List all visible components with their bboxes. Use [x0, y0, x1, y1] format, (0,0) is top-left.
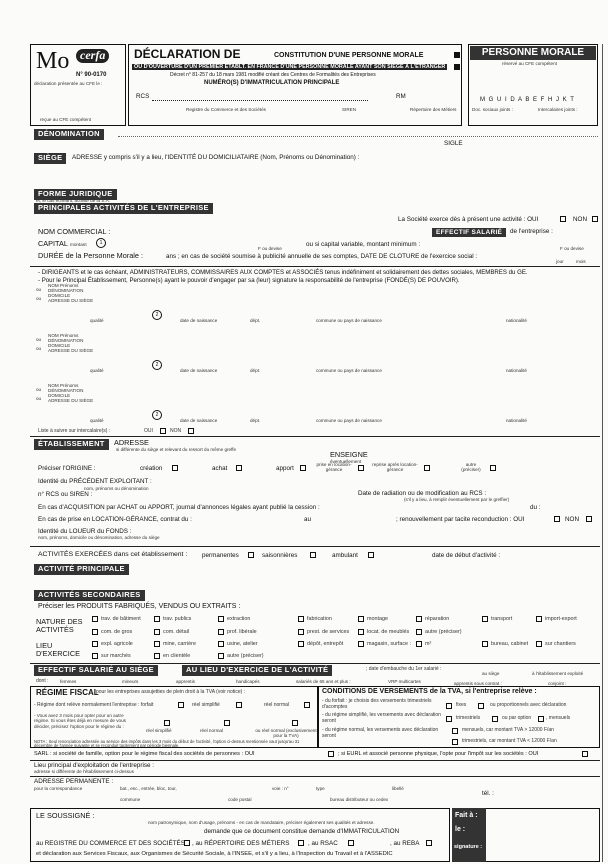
activity-label: m² — [425, 641, 432, 647]
separator-3 — [30, 546, 600, 547]
soussigne-small: nom patronymique, nom d'usage, prénoms - en cas de mandataire, préciser également ses qualités et adresse. — [148, 820, 375, 825]
liste-oui: OUI — [144, 428, 153, 434]
activity-label: fabrication — [307, 616, 332, 622]
checkbox-opt-tva[interactable] — [292, 720, 298, 726]
capital-devise-2: F ou devise — [560, 246, 584, 251]
checkbox-ambulant[interactable] — [368, 552, 374, 558]
section-forme: FORME JURIDIQUE — [34, 189, 117, 200]
rcs-siren: n° RCS ou SIREN : — [38, 491, 93, 498]
checkbox-activity[interactable] — [358, 629, 364, 635]
dirigeant-naissance: date de naissance — [180, 368, 218, 373]
regime-opt-simplifie: réel simplifié — [146, 728, 172, 733]
checkbox-activity[interactable] — [218, 653, 224, 659]
dirigeant-nationalite: nationalité — [506, 318, 527, 323]
reg-rm: , au RÉPERTOIRE DES MÉTIERS — [192, 840, 290, 847]
activity-label: autre (préciser) — [227, 653, 264, 659]
dirigeant-adresse-siege: ADRESSE DU SIÈGE — [48, 348, 94, 353]
adr-voie: voie : n° — [272, 786, 289, 791]
location-label: En cas de prise en LOCATION-GÉRANCE, contrat du : — [38, 516, 192, 523]
permanentes: permanentes — [202, 552, 239, 559]
rcs-label: RCS — [136, 93, 150, 100]
cond-3: - du régime normal, les versements avec déclaration seront — [322, 727, 439, 739]
cond-2: - du régime simplifié, les versements avec déclaration seront — [322, 712, 441, 724]
lieu-label: LIEU D'EXERCICE — [36, 641, 80, 659]
origine-creation: création — [140, 465, 163, 472]
form-title: DÉCLARATION DE — [134, 47, 241, 61]
siege-text: ADRESSE y compris s'il y a lieu, l'IDENTITÉ DU DOMICILIATAIRE (Nom, Prénoms ou Dénomination) : — [72, 154, 360, 161]
regime-1: - Régime dont relève normalement l'entreprise : forfait — [34, 702, 154, 708]
checkbox-activity[interactable] — [482, 641, 488, 647]
regime-reel-normal: réel normal — [264, 702, 290, 708]
adresse-label: ADRESSE — [114, 438, 149, 447]
radiation: Date de radiation ou de modification au RCS : — [358, 490, 487, 497]
cond-trim-car: trimestriels, car montant TVA < 12000 F/an — [462, 738, 557, 744]
checkbox-sarl-oui[interactable] — [328, 751, 334, 757]
dirigeant-denom: DÉNOMINATION — [48, 288, 84, 293]
checkbox-opt-simplifie[interactable] — [164, 720, 170, 726]
adr-commune: commune — [120, 797, 141, 802]
dirigeant-dept: dépt. — [250, 368, 261, 373]
checkbox-activity[interactable] — [154, 641, 160, 647]
checkbox-liste-non[interactable] — [188, 428, 194, 434]
sign-signature: signature : — [454, 844, 483, 850]
dirigeants-text: - DIRIGEANTS et le cas échéant, ADMINISTRATEURS, COMMISSAIRES AUX COMPTES et ASSOCIÉS tenus indéfiniment et solidairement des dettes sociales, MEMBRES du GE. — [38, 269, 528, 276]
checkbox-proportionnels[interactable] — [478, 703, 484, 709]
circle-1: 1 — [96, 238, 106, 248]
effectif-end: de l'entreprise : — [510, 228, 553, 235]
produits: Préciser les PRODUITS FABRIQUÉS, VENDUS OU EXTRAITS : — [38, 603, 241, 610]
activity-label: en clientèle — [163, 653, 191, 659]
au-siege: au siège — [482, 671, 500, 676]
separator-1 — [30, 266, 600, 267]
checkbox-rm[interactable] — [298, 840, 304, 846]
activity-label: autre (préciser) — [425, 629, 462, 635]
section-etablissement: ÉTABLISSEMENT — [34, 439, 109, 450]
rm-label: RM — [396, 93, 406, 100]
handicapes: handicapés — [236, 679, 260, 684]
checkbox-forfait[interactable] — [178, 702, 184, 708]
regime-reel-simplifie: réel simplifié — [192, 702, 220, 708]
checkbox-activity[interactable] — [154, 653, 160, 659]
cond-fixes: fixes — [456, 702, 467, 708]
renouv-non: NON — [565, 516, 579, 523]
checkbox-constitution[interactable] — [454, 52, 460, 58]
adresse-sub: si différente du siège et relevant du ressort du même greffe — [116, 447, 237, 452]
checkbox-activity[interactable] — [92, 641, 98, 647]
dirigeant-qualite: qualité — [90, 418, 104, 423]
denomination-line[interactable] — [118, 136, 598, 137]
dirigeant-nom: NOM Prénoms — [48, 383, 79, 388]
checkbox-creation[interactable] — [172, 465, 178, 471]
fait-a: Fait à : — [452, 808, 486, 862]
regime-title: RÉGIME FISCAL — [36, 688, 99, 697]
duree-mois: mois — [576, 259, 586, 264]
siren-label: SIREN — [342, 107, 357, 112]
reg-rcs: au REGISTRE DU COMMERCE ET DES SOCIÉTÉS — [36, 840, 185, 847]
checkbox-activity[interactable] — [536, 616, 542, 622]
activity-label: import-export — [545, 616, 577, 622]
capital-label: CAPITAL — [38, 239, 68, 248]
rcs-line[interactable] — [152, 100, 368, 101]
correspondance: pour la correspondance — [34, 786, 83, 791]
duree-jour: jour — [556, 259, 564, 264]
logo-mo: Mo — [36, 48, 70, 74]
pm-doc: Doc. sociaux joints : — [472, 107, 513, 112]
declaration-text: et déclaration aux Services Fiscaux, aux Organismes de Sécurité Sociale, à l'INSEE, et s'il y a lieu, à l'Inspection du Travail et à l'ASSEDIC — [36, 851, 393, 857]
right-edge-line — [602, 44, 603, 862]
dont: dont : — [36, 678, 49, 684]
enseigne-sub: éventuellement — [330, 459, 362, 464]
section-denomination: DÉNOMINATION — [34, 129, 104, 140]
apprentis: apprentis — [176, 679, 195, 684]
origine-achat: achat — [212, 465, 228, 472]
lieu-exploit: Lieu principal d'exploitation de l'entreprise : — [34, 762, 155, 769]
checkbox-trimestriels[interactable] — [446, 716, 452, 722]
checkbox-activity[interactable] — [218, 616, 224, 622]
personne-morale-title: PERSONNE MORALE — [470, 46, 596, 60]
regime-opt-tva: ou réel normal (exclusivement pour la TVA) — [255, 728, 317, 739]
checkbox-prise-loc[interactable] — [358, 465, 364, 471]
checkbox-activity[interactable] — [416, 641, 422, 647]
dirigeant-ou-2: ou — [36, 346, 42, 351]
cond-mensuels: , mensuels — [546, 715, 571, 721]
checkbox-rcs[interactable] — [184, 840, 190, 846]
activity-label: sur chantiers — [545, 641, 576, 647]
checkbox-activity[interactable] — [92, 653, 98, 659]
effectif-label: EFFECTIF SALARIÉ — [432, 228, 506, 237]
checkbox-activity[interactable] — [416, 616, 422, 622]
separator-6 — [30, 776, 600, 777]
checkbox-apport[interactable] — [300, 465, 306, 471]
section-principales: PRINCIPALES ACTIVITÉS DE L'ENTREPRISE — [34, 203, 213, 214]
vrp: VRP multicartes — [388, 679, 421, 684]
section-activites-secondaires: ACTIVITÉS SECONDAIRES — [34, 590, 145, 601]
activity-label: sur marchés — [101, 653, 131, 659]
reg-reba: , au REBA — [390, 840, 420, 847]
adr-tel: tél. : — [482, 790, 494, 797]
conditions-title: CONDITIONS DE VERSEMENTS de la TVA, si l'entreprise relève : — [322, 688, 537, 695]
adr-code: code postal — [228, 797, 252, 802]
dirigeant-commune: commune ou pays de naissance — [316, 418, 382, 423]
checkbox-reprise[interactable] — [424, 465, 430, 471]
pm-subtitle: réservé au CFE compétent — [502, 61, 557, 66]
decree-text: Décret n° 81-257 du 18 mars 1981 modifié créant des Centres de Formalités des Entreprises — [170, 72, 376, 78]
forme-small: et, le cas échéant, activité de la S.A. — [36, 198, 111, 203]
form-number: N° 90-0170 — [76, 72, 107, 78]
regime-note: NOTA : Seul renonciation adressée au service des impôts dans les 3 mois du début de l'activité, l'option ci-dessus mentionnée vaut jusqu'au 31 décembre de l'année suivante et se reconduit tacitement par période biennale. — [34, 739, 300, 749]
checkbox-reel-normal[interactable] — [304, 702, 310, 708]
activites-exercees: ACTIVITÉS EXERCÉES dans cet établissement : — [38, 551, 188, 558]
separator-2 — [30, 436, 600, 437]
checkbox-activity[interactable] — [154, 629, 160, 635]
conjoint: conjoint : — [548, 681, 567, 686]
activity-label: transport — [491, 616, 513, 622]
cond-option: ou par option — [502, 715, 532, 721]
rcs-register-label: Registre du Commerce et des Sociétés — [186, 107, 266, 112]
demande-text: demande que ce document constitue demande d'IMMATRICULATION — [204, 828, 400, 835]
section-lieu-exercice: AU LIEU D'EXERCICE DE L'ACTIVITÉ — [182, 665, 332, 676]
adr-bureau: bureau distributeur ou cedex — [330, 797, 389, 802]
checkbox-reel-simplifie[interactable] — [236, 702, 242, 708]
dirigeant-ou-2: ou — [36, 296, 42, 301]
enseigne-label: ENSEIGNE — [330, 450, 368, 459]
checkbox-etranger[interactable] — [454, 64, 460, 70]
logo-cerfa: cerfa — [76, 49, 109, 63]
saisonnieres: saisonnières — [262, 552, 298, 559]
section-eff-siege: EFFECTIF SALARIÉ AU SIÈGE — [34, 665, 158, 676]
origine-label: Préciser l'ORIGINE : — [38, 465, 96, 472]
exerce-non: NON — [573, 216, 587, 223]
activity-label: prest. de services — [307, 629, 350, 635]
dirigeant-domicile: DOMICILE — [48, 293, 71, 298]
checkbox-activity[interactable] — [218, 629, 224, 635]
checkbox-activity[interactable] — [482, 616, 488, 622]
dirigeant-adresse-siege: ADRESSE DU SIÈGE — [48, 398, 94, 403]
activity-label: magasin, surface : — [367, 641, 412, 647]
dirigeant-domicile: DOMICILE — [48, 393, 71, 398]
dirigeant-ou-1: ou — [36, 387, 42, 392]
regime-2: - Vous avez 3 mois pour opter pour un autre régime. Si vous êtes déjà en mesure de vous décider, précisez l'option pour le régime du : — [34, 713, 126, 729]
checkbox-saisonnieres[interactable] — [310, 552, 316, 558]
dirigeant-ou-1: ou — [36, 287, 42, 292]
capital-variable: ou si capital variable, montant minimum : — [306, 241, 421, 248]
activity-label: bureau, cabinet — [491, 641, 529, 647]
apprentis-sous: apprentis sous contrat : — [454, 681, 502, 686]
dirigeant-qualite: qualité — [90, 368, 104, 373]
dirigeant-dept: dépt. — [250, 318, 261, 323]
a-etab: à l'établissement exploité — [532, 671, 584, 676]
salaries65: salariés de 65 ans et plus : — [296, 679, 351, 684]
activity-label: extraction — [227, 616, 251, 622]
declared-to: déclaration présentée au CFE le : — [34, 81, 103, 86]
duree-label: DURÉE de la Personne Morale : — [38, 251, 144, 260]
sign-le: le : — [455, 826, 466, 833]
checkbox-activity[interactable] — [536, 641, 542, 647]
checkbox-liste-oui[interactable] — [160, 428, 166, 434]
radiation-small: (s'il y a lieu, à remplir éventuellement par le greffier) — [404, 497, 510, 502]
activity-label: com. de gros — [101, 629, 133, 635]
checkbox-activity[interactable] — [298, 629, 304, 635]
checkbox-exerce-oui[interactable] — [560, 216, 566, 222]
loueur: Identité du LOUEUR du FONDS : — [38, 528, 132, 535]
acquisition-du: du : — [530, 504, 541, 511]
femmes: femmes — [60, 679, 77, 684]
soussigne-label: LE SOUSSIGNÉ : — [36, 811, 95, 820]
checkbox-activity[interactable] — [298, 641, 304, 647]
dirigeant-qualite: qualité — [90, 318, 104, 323]
activity-label: réparation — [425, 616, 450, 622]
checkbox-activity[interactable] — [416, 629, 422, 635]
checkbox-activity[interactable] — [92, 616, 98, 622]
activity-label: locat. de meublés — [367, 629, 410, 635]
section-siege: SIÈGE — [34, 153, 66, 164]
identite-prec: Identité du PRÉCÉDENT EXPLOITANT : — [38, 478, 152, 485]
pm-letters: M G U I D A B E F H J K T — [480, 97, 575, 103]
adresse-perm: ADRESSE PERMANENTE : — [34, 778, 114, 785]
lieu-exploit-small: adresse si différente de l'établissement ci-dessus — [34, 769, 134, 774]
regime-sub: pour les entreprises assujetties de plein droit à la TVA (voir notice) : — [96, 689, 246, 695]
section-activite-principale: ACTIVITÉ PRINCIPALE — [34, 564, 129, 575]
circle-2: 2 — [152, 310, 162, 320]
checkbox-option[interactable] — [492, 716, 498, 722]
sarl-text: SARL : si société de famille, option pour le régime fiscal des sociétés de personnes : OUI — [34, 751, 255, 757]
dirigeant-nationalite: nationalité — [506, 418, 527, 423]
activity-label: usine, atelier — [227, 641, 258, 647]
capital-montant: montant — [70, 242, 87, 247]
checkbox-rsac[interactable] — [348, 840, 354, 846]
pm-inter: Intercalaires joints : — [538, 107, 578, 112]
checkbox-activity[interactable] — [154, 616, 160, 622]
sigle-label: SIGLE — [444, 140, 463, 147]
dirigeant-domicile: DOMICILE — [48, 343, 71, 348]
loueur-small: nom, prénoms, domicile ou dénomination, adresse du siège — [38, 535, 160, 540]
separator-5 — [30, 760, 600, 761]
checkbox-achat[interactable] — [236, 465, 242, 471]
location-au: au — [304, 516, 312, 523]
activity-label: expl. agricole — [101, 641, 133, 647]
principal-etab-text: - Pour le Principal Établissement, Personne(s) ayant le pouvoir d'engager par sa (leur) signature la responsabilité de l'entreprise (FONDÉ(S) DE POUVOIR). — [38, 277, 460, 284]
checkbox-activity[interactable] — [92, 629, 98, 635]
checkbox-exerce-non[interactable] — [592, 216, 598, 222]
origine-apport: apport — [276, 465, 294, 472]
form-subtitle: OU D'OUVERTURE D'UN PREMIER ÉTABLT. EN FRANCE D'UNE PERSONNE MORALE AYANT SON SIÈGE À L'ÉTRANGER — [134, 64, 446, 70]
regime-opt-normal: réel normal — [200, 728, 223, 733]
checkbox-opt-normal[interactable] — [224, 720, 230, 726]
dirigeant-ou-1: ou — [36, 337, 42, 342]
ambulant: ambulant — [332, 552, 358, 559]
acquisition: En cas d'ACQUISITION par ACHAT ou APPORT, journal d'annonces légales ayant publié la cession : — [38, 504, 320, 511]
cond-prop: ou proportionnels avec déclaration — [490, 702, 567, 708]
checkbox-mensuels[interactable] — [538, 716, 544, 722]
dirigeant-naissance: date de naissance — [180, 318, 218, 323]
dirigeant-adresse-siege: ADRESSE DU SIÈGE — [48, 298, 94, 303]
nom-commercial-label: NOM COMMERCIAL : — [38, 227, 111, 236]
activity-label: com. détail — [163, 629, 190, 635]
nature-label: NATURE DES ACTIVITÉS — [36, 617, 83, 635]
activity-label: mine, carrière — [163, 641, 196, 647]
cond-trim: trimestriels — [456, 715, 481, 721]
dirigeant-nom: NOM Prénoms — [48, 333, 79, 338]
checkbox-permanentes[interactable] — [248, 552, 254, 558]
checkbox-mens-car[interactable] — [452, 728, 458, 734]
dirigeant-naissance: date de naissance — [180, 418, 218, 423]
liste-non: NON — [170, 428, 182, 434]
activity-label: prof. libérale — [227, 629, 257, 635]
exerce-label: La Société exerce dès à présent une activité : OUI — [398, 216, 539, 223]
checkbox-activity[interactable] — [358, 641, 364, 647]
reg-rsac: , au RSAC — [308, 840, 338, 847]
checkbox-activity[interactable] — [358, 616, 364, 622]
circle-2: 2 — [152, 410, 162, 420]
checkbox-activity[interactable] — [298, 616, 304, 622]
rep-label: Répertoire des Métiers — [410, 107, 457, 112]
capital-devise: F ou devise — [258, 246, 282, 251]
mineurs: mineurs — [122, 679, 139, 684]
date-embauche: ; date d'embauche du 1er salarié : — [366, 666, 442, 672]
renouvellement: ; renouvellement par tacite reconduction : OUI — [396, 516, 525, 523]
cond-1: - du forfait : je choisis des versements trimestriels d'acomptes — [322, 698, 432, 710]
dirigeant-commune: commune ou pays de naissance — [316, 318, 382, 323]
checkbox-fixes[interactable] — [446, 703, 452, 709]
dirigeant-nationalite: nationalité — [506, 368, 527, 373]
separator-4 — [30, 663, 600, 664]
identite-prec-small: nom, prénoms ou dénomination — [84, 486, 149, 491]
liste-suivre: Liste à suivre sur intercalaire(s) : — [38, 428, 111, 434]
cond-mens-car: mensuels, car montant TVA > 12000 F/an — [462, 727, 554, 733]
dirigeant-nom: NOM Prénoms — [48, 283, 79, 288]
dirigeant-denom: DÉNOMINATION — [48, 388, 84, 393]
adr-bat: bat., esc., entrée, bloc, tour, — [120, 786, 177, 791]
checkbox-renouv-oui[interactable] — [554, 516, 560, 522]
duree-text: ans ; en cas de société soumise à publicité annuelle de ses comptes, DATE DE CLOTURE de l'exercice social : — [166, 253, 478, 260]
dirigeant-dept: dépt. — [250, 418, 261, 423]
circle-2: 2 — [152, 360, 162, 370]
origine-reprise: reprise après location-gérance — [372, 462, 418, 473]
decree-text-2: NUMÉRO(S) D'IMMATRICULATION PRINCIPALE — [204, 80, 340, 86]
date-debut: date de début d'activité : — [432, 552, 501, 559]
checkbox-trim-car[interactable] — [452, 739, 458, 745]
activity-label: trav. publics — [163, 616, 192, 622]
received-cfe: reçue au CFE compétent — [40, 117, 92, 122]
dirigeant-commune: commune ou pays de naissance — [316, 368, 382, 373]
eurl-text: ; si EURL et associé personne physique, l'opte pour l'impôt sur les sociétés : OUI — [338, 751, 539, 757]
adr-libelle: libellé — [392, 786, 404, 791]
checkbox-activity[interactable] — [218, 641, 224, 647]
adr-type: type — [316, 786, 325, 791]
form-title-right: CONSTITUTION D'UNE PERSONNE MORALE — [274, 52, 424, 59]
checkbox-reba[interactable] — [426, 840, 432, 846]
origine-prise: prise en location-gérance — [316, 462, 352, 473]
dirigeant-ou-2: ou — [36, 396, 42, 401]
activity-label: dépôt, entrepôt — [307, 641, 344, 647]
checkbox-eurl-oui[interactable] — [582, 751, 588, 757]
activity-label: montage — [367, 616, 388, 622]
dirigeant-denom: DÉNOMINATION — [48, 338, 84, 343]
checkbox-autre-origine[interactable] — [490, 465, 496, 471]
activity-label: trav. de bâtiment — [101, 616, 141, 622]
origine-autre: autre (préciser) — [461, 462, 481, 473]
checkbox-renouv-non[interactable] — [586, 516, 592, 522]
